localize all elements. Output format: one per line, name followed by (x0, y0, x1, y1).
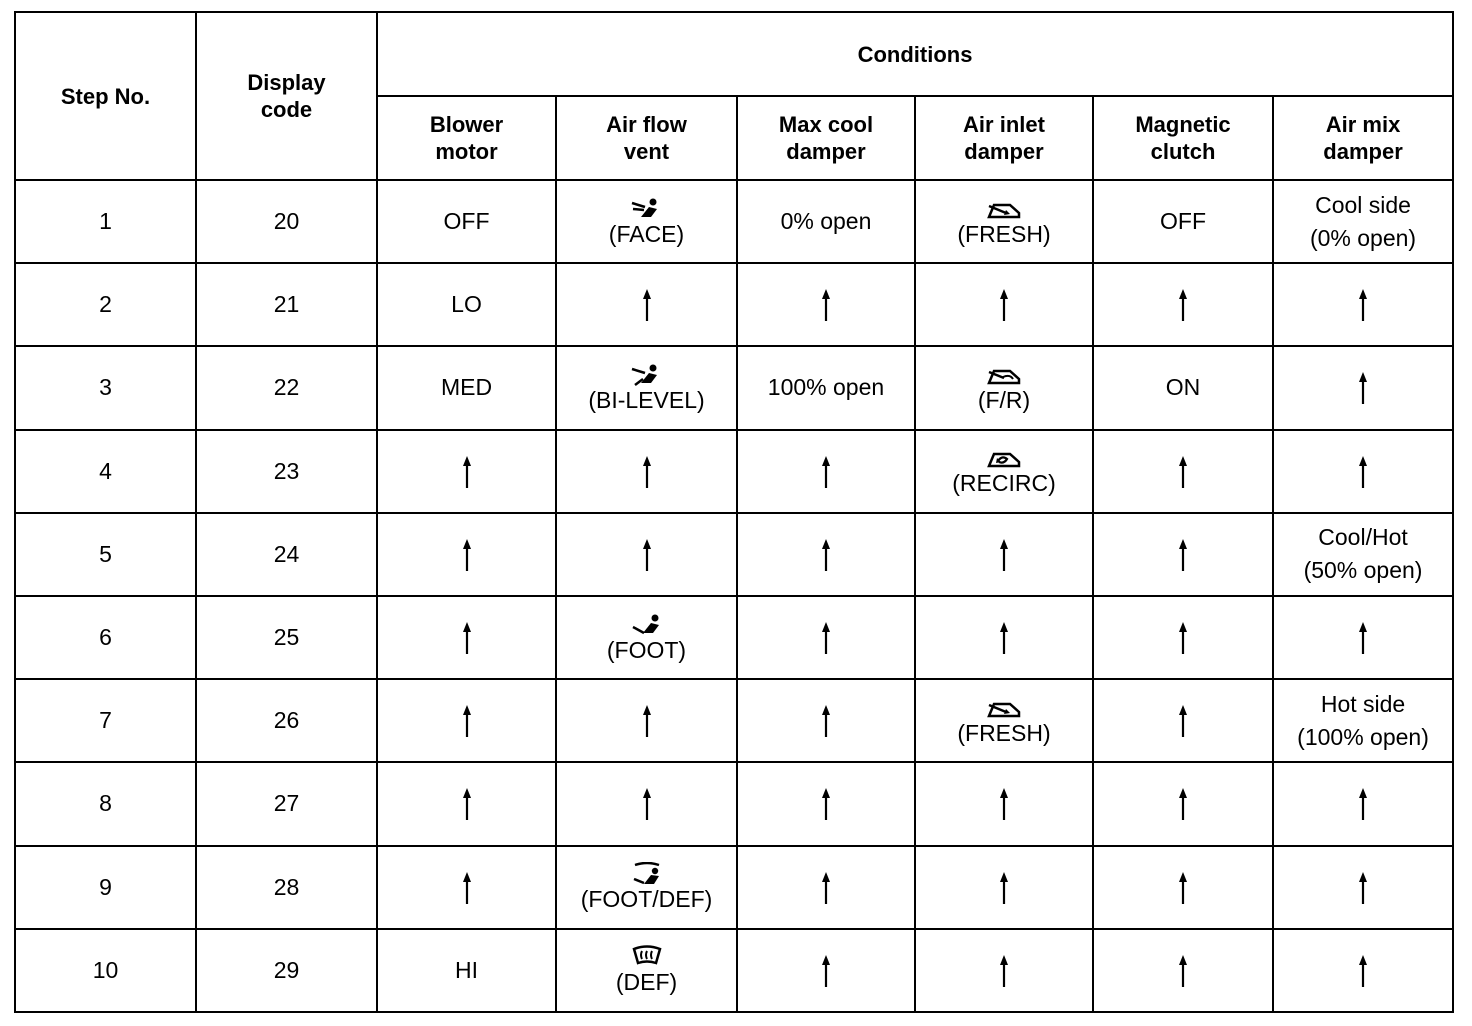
display-code-cell: 28 (196, 846, 377, 929)
display-code-cell: 25 (196, 596, 377, 679)
display-code-cell: 26 (196, 679, 377, 762)
max-cool-damper-cell (737, 513, 915, 596)
arrow-up-icon (820, 290, 832, 316)
table-row (15, 263, 1453, 346)
air-flow-vent-cell (556, 846, 737, 929)
arrow-up-icon (641, 290, 653, 316)
arrow-up-icon (820, 789, 832, 815)
arrow-up-icon (461, 623, 473, 649)
table-row (15, 430, 1453, 513)
air-flow-vent-label: (FOOT/DEF) (580, 886, 713, 913)
air-inlet-damper-cell (915, 430, 1093, 513)
blower-motor-cell (377, 430, 556, 513)
arrow-up-icon (998, 956, 1010, 982)
air-inlet-damper-label: (RECIRC) (952, 470, 1056, 497)
air-flow-vent-cell (556, 596, 737, 679)
air-flow-vent-cell (556, 762, 737, 845)
air-flow-vent-label: (FOOT) (606, 636, 687, 663)
max-cool-damper-cell: 100% open (737, 346, 915, 429)
conditions-table (14, 11, 1454, 1013)
air-flow-vent-label: (DEF) (615, 969, 678, 996)
air-flow-vent-label: (BI-LEVEL) (588, 386, 705, 413)
table-row (15, 762, 1453, 845)
blower-motor-cell: LO (377, 263, 556, 346)
fresh-air-icon (916, 197, 1092, 221)
display-code-cell: 24 (196, 513, 377, 596)
arrow-up-icon (820, 540, 832, 566)
air-mix-damper-cell (1273, 180, 1453, 263)
fresh-air-icon (916, 696, 1092, 720)
step-no-cell: 10 (15, 929, 196, 1012)
step-no-cell: 3 (15, 346, 196, 429)
air-inlet-damper-cell (915, 513, 1093, 596)
arrow-up-icon (998, 540, 1010, 566)
air-flow-vent-label: (FACE) (608, 220, 685, 247)
arrow-up-icon (1177, 457, 1189, 483)
arrow-up-icon (1357, 789, 1369, 815)
air-inlet-damper-label: (FRESH) (957, 220, 1051, 247)
air-mix-damper-line-2: (100% open) (1297, 723, 1429, 750)
table-row (15, 346, 1453, 429)
air-flow-vent-cell (556, 263, 737, 346)
arrow-up-icon (641, 457, 653, 483)
header-air-flow-vent: Air flow vent (556, 96, 737, 180)
arrow-up-icon (1177, 956, 1189, 982)
arrow-up-icon (461, 457, 473, 483)
step-no-cell: 9 (15, 846, 196, 929)
arrow-up-icon (461, 540, 473, 566)
arrow-up-icon (998, 789, 1010, 815)
magnetic-clutch-cell: ON (1093, 346, 1273, 429)
table-row (15, 180, 1453, 263)
arrow-up-icon (641, 540, 653, 566)
air-flow-vent-cell (556, 929, 737, 1012)
arrow-up-icon (1357, 623, 1369, 649)
arrow-up-icon (461, 873, 473, 899)
table-row (15, 846, 1453, 929)
air-mix-damper-line-1: Cool side (1315, 191, 1411, 218)
blower-motor-cell: OFF (377, 180, 556, 263)
air-flow-vent-cell (556, 180, 737, 263)
step-no-cell: 7 (15, 679, 196, 762)
step-no-cell: 4 (15, 430, 196, 513)
header-step-no: Step No. (15, 12, 196, 180)
step-no-cell: 2 (15, 263, 196, 346)
arrow-up-icon (1357, 290, 1369, 316)
arrow-up-icon (820, 873, 832, 899)
arrow-up-icon (1177, 540, 1189, 566)
magnetic-clutch-cell (1093, 679, 1273, 762)
air-mix-damper-cell (1273, 929, 1453, 1012)
table-row (15, 679, 1453, 762)
air-mix-damper-line-2: (0% open) (1309, 224, 1417, 251)
air-inlet-damper-cell (915, 762, 1093, 845)
air-inlet-damper-cell (915, 596, 1093, 679)
header-air-mix-damper: Air mix damper (1273, 96, 1453, 180)
header-display-code: Display code (196, 12, 377, 180)
arrow-up-icon (998, 290, 1010, 316)
display-code-cell: 23 (196, 430, 377, 513)
air-flow-vent-cell (556, 430, 737, 513)
air-flow-vent-cell (556, 679, 737, 762)
air-mix-damper-cell (1273, 762, 1453, 845)
arrow-up-icon (1177, 789, 1189, 815)
table-row (15, 929, 1453, 1012)
header-conditions: Conditions (377, 12, 1453, 96)
step-no-cell: 1 (15, 180, 196, 263)
air-inlet-damper-label: (F/R) (977, 386, 1031, 413)
magnetic-clutch-cell: OFF (1093, 180, 1273, 263)
air-mix-damper-cell (1273, 846, 1453, 929)
display-code-cell: 22 (196, 346, 377, 429)
max-cool-damper-cell: 0% open (737, 180, 915, 263)
air-mix-damper-cell (1273, 263, 1453, 346)
defrost-icon (557, 945, 736, 969)
arrow-up-icon (1357, 457, 1369, 483)
display-code-cell: 29 (196, 929, 377, 1012)
arrow-up-icon (820, 457, 832, 483)
blower-motor-cell (377, 679, 556, 762)
max-cool-damper-cell (737, 846, 915, 929)
face-vent-icon (557, 197, 736, 221)
foot-def-vent-icon (557, 862, 736, 886)
air-inlet-damper-label: (FRESH) (957, 719, 1051, 746)
arrow-up-icon (641, 789, 653, 815)
step-no-cell: 6 (15, 596, 196, 679)
recirc-icon (916, 446, 1092, 470)
air-mix-damper-cell (1273, 346, 1453, 429)
magnetic-clutch-cell (1093, 929, 1273, 1012)
magnetic-clutch-cell (1093, 430, 1273, 513)
air-mix-damper-cell (1273, 513, 1453, 596)
blower-motor-cell: HI (377, 929, 556, 1012)
arrow-up-icon (820, 706, 832, 732)
air-inlet-damper-cell (915, 679, 1093, 762)
header-blower-motor: Blower motor (377, 96, 556, 180)
arrow-up-icon (461, 706, 473, 732)
air-inlet-damper-cell (915, 846, 1093, 929)
blower-motor-cell (377, 762, 556, 845)
arrow-up-icon (1177, 873, 1189, 899)
arrow-up-icon (461, 789, 473, 815)
step-no-cell: 5 (15, 513, 196, 596)
header-max-cool-damper: Max cool damper (737, 96, 915, 180)
air-mix-damper-line-2: (50% open) (1303, 557, 1423, 584)
air-inlet-damper-cell (915, 180, 1093, 263)
arrow-up-icon (1177, 290, 1189, 316)
table-body (15, 180, 1453, 1012)
arrow-up-icon (641, 706, 653, 732)
blower-motor-cell: MED (377, 346, 556, 429)
arrow-up-icon (820, 623, 832, 649)
table-row (15, 596, 1453, 679)
air-inlet-damper-cell (915, 263, 1093, 346)
arrow-up-icon (1177, 706, 1189, 732)
foot-vent-icon (557, 613, 736, 637)
air-inlet-damper-cell (915, 929, 1093, 1012)
air-mix-damper-line-1: Hot side (1320, 690, 1406, 717)
max-cool-damper-cell (737, 430, 915, 513)
air-inlet-damper-cell (915, 346, 1093, 429)
magnetic-clutch-cell (1093, 263, 1273, 346)
arrow-up-icon (1357, 873, 1369, 899)
blower-motor-cell (377, 513, 556, 596)
air-mix-damper-cell (1273, 679, 1453, 762)
table-row (15, 513, 1453, 596)
air-mix-damper-cell (1273, 430, 1453, 513)
air-flow-vent-cell (556, 513, 737, 596)
magnetic-clutch-cell (1093, 762, 1273, 845)
arrow-up-icon (820, 956, 832, 982)
max-cool-damper-cell (737, 263, 915, 346)
arrow-up-icon (1357, 374, 1369, 400)
display-code-cell: 21 (196, 263, 377, 346)
blower-motor-cell (377, 846, 556, 929)
arrow-up-icon (1177, 623, 1189, 649)
arrow-up-icon (998, 873, 1010, 899)
max-cool-damper-cell (737, 596, 915, 679)
air-mix-damper-cell (1273, 596, 1453, 679)
magnetic-clutch-cell (1093, 596, 1273, 679)
air-flow-vent-cell (556, 346, 737, 429)
arrow-up-icon (998, 623, 1010, 649)
max-cool-damper-cell (737, 762, 915, 845)
blower-motor-cell (377, 596, 556, 679)
magnetic-clutch-cell (1093, 513, 1273, 596)
display-code-cell: 20 (196, 180, 377, 263)
max-cool-damper-cell (737, 929, 915, 1012)
fresh-recirc-icon (916, 363, 1092, 387)
step-no-cell: 8 (15, 762, 196, 845)
display-code-cell: 27 (196, 762, 377, 845)
header-magnetic-clutch: Magnetic clutch (1093, 96, 1273, 180)
arrow-up-icon (1357, 956, 1369, 982)
air-mix-damper-line-1: Cool/Hot (1318, 524, 1408, 551)
max-cool-damper-cell (737, 679, 915, 762)
bi-level-vent-icon (557, 363, 736, 387)
header-air-inlet-damper: Air inlet damper (915, 96, 1093, 180)
magnetic-clutch-cell (1093, 846, 1273, 929)
